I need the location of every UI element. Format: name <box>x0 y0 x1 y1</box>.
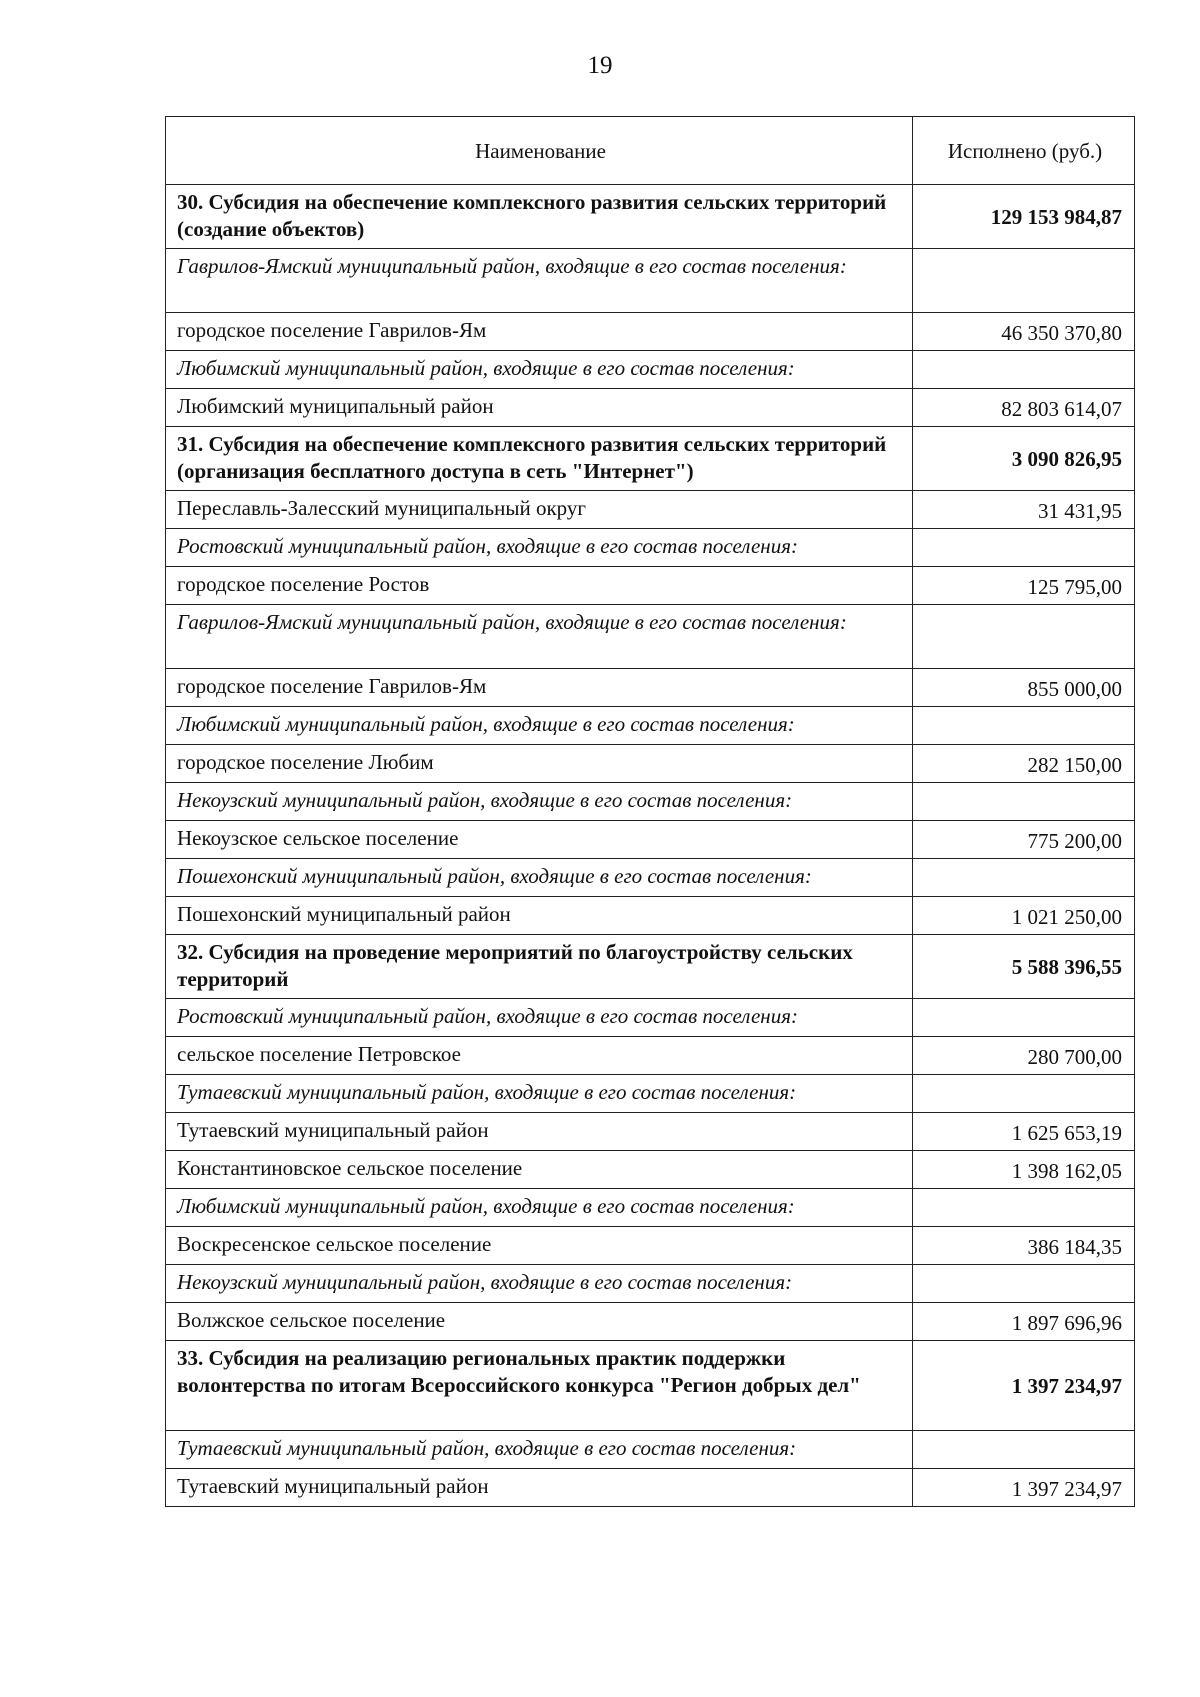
row-amount-cell <box>913 999 1135 1037</box>
row-amount-cell <box>913 1431 1135 1469</box>
district-group-row <box>166 249 1135 313</box>
row-amount-cell: 386 184,35 <box>913 1227 1135 1265</box>
row-name-cell: Тутаевский муниципальный район <box>166 1469 913 1507</box>
row-amount-cell <box>913 605 1135 669</box>
row-name-cell: Воскресенское сельское поселение <box>166 1227 913 1265</box>
row-name-cell: 33. Субсидия на реализацию региональных практик поддержки волонтерства по итогам Всероссийского конкурса "Регион добрых дел" <box>166 1341 913 1431</box>
table-row <box>166 821 1135 859</box>
table-header-row <box>166 117 1135 185</box>
district-group-row <box>166 707 1135 745</box>
row-name-cell: Тутаевский муниципальный район, входящие в его состав поселения: <box>166 1075 913 1113</box>
row-amount-cell <box>913 1075 1135 1113</box>
table-row <box>166 567 1135 605</box>
row-amount-cell: 1 398 162,05 <box>913 1151 1135 1189</box>
district-group-row <box>166 1431 1135 1469</box>
row-name-cell: городское поселение Любим <box>166 745 913 783</box>
row-amount-cell <box>913 859 1135 897</box>
row-name-cell: городское поселение Гаврилов-Ям <box>166 669 913 707</box>
row-name-cell: 31. Субсидия на обеспечение комплексного развития сельских территорий (организация бесплатного доступа в сеть "Интернет") <box>166 427 913 491</box>
row-amount-cell: 1 897 696,96 <box>913 1303 1135 1341</box>
row-amount-cell: 3 090 826,95 <box>913 427 1135 491</box>
column-header-name: Наименование <box>166 117 913 185</box>
row-amount-cell: 5 588 396,55 <box>913 935 1135 999</box>
table-row <box>166 897 1135 935</box>
row-name-cell: Ростовский муниципальный район, входящие в его состав поселения: <box>166 529 913 567</box>
row-amount-cell: 1 625 653,19 <box>913 1113 1135 1151</box>
row-name-cell: Тутаевский муниципальный район <box>166 1113 913 1151</box>
table-row <box>166 745 1135 783</box>
row-amount-cell: 1 397 234,97 <box>913 1341 1135 1431</box>
row-name-cell: городское поселение Гаврилов-Ям <box>166 313 913 351</box>
district-group-row <box>166 351 1135 389</box>
row-amount-cell <box>913 783 1135 821</box>
district-group-row <box>166 859 1135 897</box>
row-amount-cell: 46 350 370,80 <box>913 313 1135 351</box>
page-number: 19 <box>587 52 613 79</box>
column-header-executed: Исполнено (руб.) <box>913 117 1135 185</box>
row-amount-cell <box>913 351 1135 389</box>
row-name-cell: Пошехонский муниципальный район <box>166 897 913 935</box>
row-name-cell: Любимский муниципальный район, входящие в его состав поселения: <box>166 1189 913 1227</box>
district-group-row <box>166 999 1135 1037</box>
subsidy-row <box>166 185 1135 249</box>
row-name-cell: 32. Субсидия на проведение мероприятий по благоустройству сельских территорий <box>166 935 913 999</box>
subsidy-row <box>166 935 1135 999</box>
district-group-row <box>166 1265 1135 1303</box>
row-amount-cell: 280 700,00 <box>913 1037 1135 1075</box>
row-name-cell: сельское поселение Петровское <box>166 1037 913 1075</box>
row-amount-cell: 282 150,00 <box>913 745 1135 783</box>
district-group-row <box>166 1189 1135 1227</box>
row-amount-cell: 125 795,00 <box>913 567 1135 605</box>
subsidy-row <box>166 1341 1135 1431</box>
table-row <box>166 389 1135 427</box>
table-row <box>166 1113 1135 1151</box>
row-name-cell: Гаврилов-Ямский муниципальный район, входящие в его состав поселения: <box>166 249 913 313</box>
row-name-cell: Волжское сельское поселение <box>166 1303 913 1341</box>
row-amount-cell: 1 021 250,00 <box>913 897 1135 935</box>
row-name-cell: Некоузский муниципальный район, входящие в его состав поселения: <box>166 783 913 821</box>
row-name-cell: Некоузское сельское поселение <box>166 821 913 859</box>
table-body <box>166 185 1135 1507</box>
row-name-cell: Тутаевский муниципальный район, входящие в его состав поселения: <box>166 1431 913 1469</box>
table-row <box>166 491 1135 529</box>
row-name-cell: Любимский муниципальный район <box>166 389 913 427</box>
row-name-cell: Любимский муниципальный район, входящие в его состав поселения: <box>166 351 913 389</box>
execution-table <box>165 116 1135 1507</box>
district-group-row <box>166 529 1135 567</box>
row-amount-cell <box>913 1265 1135 1303</box>
row-name-cell: Константиновское сельское поселение <box>166 1151 913 1189</box>
row-amount-cell: 82 803 614,07 <box>913 389 1135 427</box>
row-name-cell: Гаврилов-Ямский муниципальный район, входящие в его состав поселения: <box>166 605 913 669</box>
row-name-cell: Любимский муниципальный район, входящие в его состав поселения: <box>166 707 913 745</box>
row-name-cell: Переславль-Залесский муниципальный округ <box>166 491 913 529</box>
row-amount-cell: 31 431,95 <box>913 491 1135 529</box>
row-amount-cell: 855 000,00 <box>913 669 1135 707</box>
row-name-cell: Пошехонский муниципальный район, входящие в его состав поселения: <box>166 859 913 897</box>
row-amount-cell: 129 153 984,87 <box>913 185 1135 249</box>
table-row <box>166 1227 1135 1265</box>
table-row <box>166 1151 1135 1189</box>
table-row <box>166 1303 1135 1341</box>
row-amount-cell <box>913 707 1135 745</box>
district-group-row <box>166 783 1135 821</box>
table-row <box>166 313 1135 351</box>
row-amount-cell: 1 397 234,97 <box>913 1469 1135 1507</box>
table-row <box>166 669 1135 707</box>
row-name-cell: 30. Субсидия на обеспечение комплексного развития сельских территорий (создание объектов) <box>166 185 913 249</box>
row-amount-cell <box>913 249 1135 313</box>
row-amount-cell <box>913 1189 1135 1227</box>
row-amount-cell <box>913 529 1135 567</box>
row-name-cell: Некоузский муниципальный район, входящие в его состав поселения: <box>166 1265 913 1303</box>
subsidy-row <box>166 427 1135 491</box>
row-name-cell: городское поселение Ростов <box>166 567 913 605</box>
district-group-row <box>166 605 1135 669</box>
district-group-row <box>166 1075 1135 1113</box>
row-name-cell: Ростовский муниципальный район, входящие в его состав поселения: <box>166 999 913 1037</box>
table-row <box>166 1037 1135 1075</box>
table-row <box>166 1469 1135 1507</box>
row-amount-cell: 775 200,00 <box>913 821 1135 859</box>
